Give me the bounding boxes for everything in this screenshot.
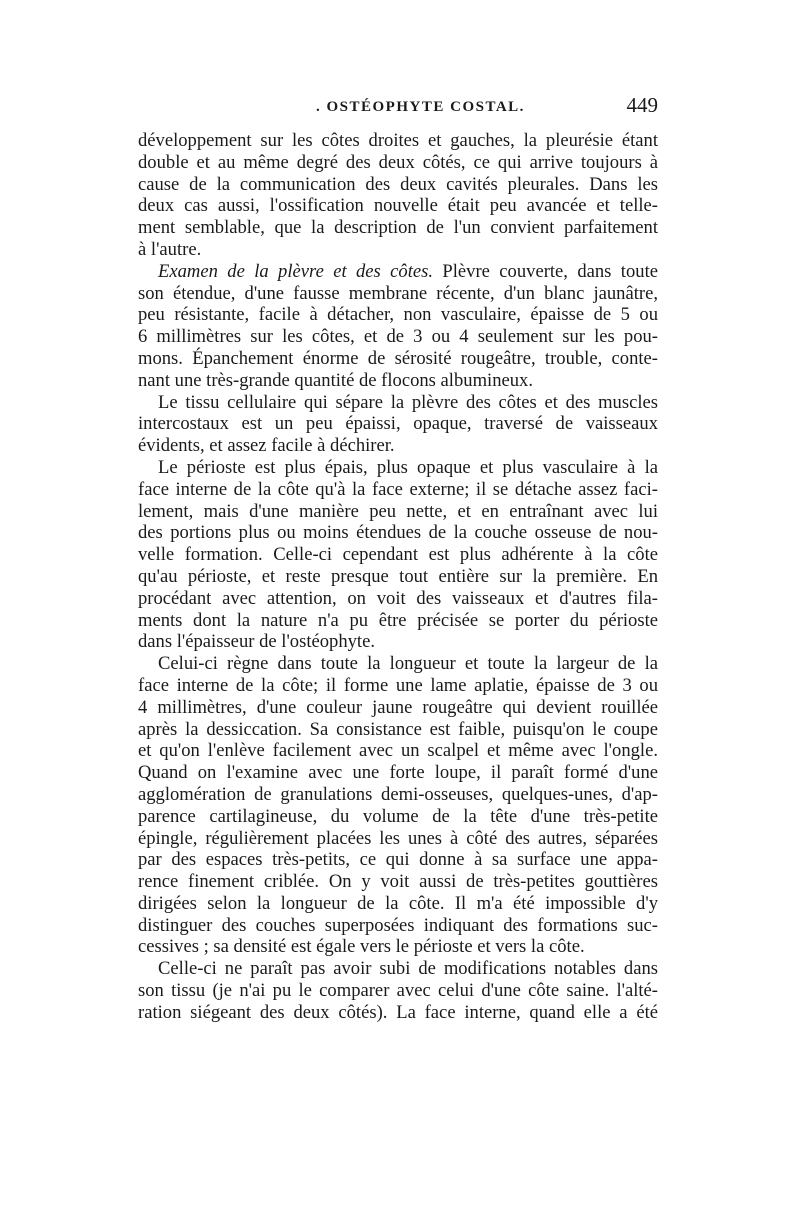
text-line: et qu'on l'enlève facilement avec un scalpel et même avec l'ongle. [138,740,658,762]
text-line: à l'autre. [138,238,202,260]
text-line: ration siégeant des deux côtés). La face interne, quand elle a été [138,1001,658,1023]
paragraph [138,457,658,653]
text-line: distinguer des couches superposées indiquant des formations suc- [138,914,658,936]
text-line: double et au même degré des deux côtés, ce qui arrive toujours à [138,151,658,173]
paragraph [138,261,658,392]
text-line: des portions plus ou moins étendues de la couche osseuse de nou- [138,522,658,544]
text-line: après la dessiccation. Sa consistance est faible, puisqu'on le coupe [138,718,658,740]
text-line: qu'au périoste, et reste presque tout entière sur la première. En [138,565,658,587]
text-line: son tissu (je n'ai pu le comparer avec celui d'une côte saine. l'alté- [138,980,658,1002]
text-line: parence cartilagineuse, du volume de la tête d'une très-petite [138,805,658,827]
text-line: Le tissu cellulaire qui sépare la plèvre des côtes et des muscles [158,391,658,413]
text-line: rence finement criblée. On y voit aussi de très-petites gouttières [138,871,658,893]
text-line: développement sur les côtes droites et gauches, la pleurésie étant [138,130,658,151]
text-line: Celle-ci ne paraît pas avoir subi de modifications notables dans [158,958,658,980]
text-line: lement, mais d'une manière peu nette, et en entraînant avec lui [138,500,658,522]
text-line: 4 millimètres, d'une couleur jaune rougeâtre qui devient rouillée [138,696,658,718]
text-line [138,261,658,283]
text-line: cessives ; sa densité est égale vers le périoste et vers la côte. [138,936,585,958]
paragraph [138,392,658,457]
text-line: Celui-ci règne dans toute la longueur et toute la largeur de la [158,653,658,675]
text-line: intercostaux est un peu épaissi, opaque, traversé de vaisseaux [138,413,658,435]
text-line: dans l'épaisseur de l'ostéophyte. [138,631,375,653]
text-line: ments dont la nature n'a pu être précisée se porter du périoste [138,609,658,631]
italic-lead: Examen de la plèvre et des côtes. [158,260,434,282]
paragraph [138,653,658,958]
running-title: . OSTÉOPHYTE COSTAL. [316,99,525,115]
text-line: Quand on l'examine avec une forte loupe, il paraît formé d'une [138,762,658,784]
text-line: cause de la communication des deux cavités pleurales. Dans les [138,173,658,195]
text-line: 6 millimètres sur les côtes, et de 3 ou 4 seulement sur les pou- [138,326,658,348]
text-line: par des espaces très-petits, ce qui donne à sa surface une appa- [138,849,658,871]
paragraph [138,130,658,261]
text-line: face interne de la côte qu'à la face externe; il se détache assez faci- [138,478,658,500]
text-line: mons. Épanchement énorme de sérosité rougeâtre, trouble, conte- [138,347,658,369]
text-line: Le périoste est plus épais, plus opaque et plus vasculaire à la [158,456,658,478]
text-line: procédant avec attention, on voit des vaisseaux et d'autres fila- [138,587,658,609]
text-line: ment semblable, que la description de l'un convient parfaitement [138,217,658,239]
text-line: épingle, régulièrement placées les unes à côté des autres, séparées [138,827,658,849]
text-line: velle formation. Celle-ci cependant est plus adhérente à la côte [138,544,658,566]
text-fragment: Plèvre couverte, dans toute [433,260,658,282]
text-line: nant une très-grande quantité de flocons albumineux. [138,369,533,391]
text-line: évidents, et assez facile à déchirer. [138,435,395,457]
body-text [138,130,658,1024]
text-line: agglomération de granulations demi-osseuses, quelques-unes, d'ap- [138,783,658,805]
text-line: peu résistante, facile à détacher, non vasculaire, épaisse de 5 ou [138,304,658,326]
text-line: dirigées selon la longueur de la côte. Il m'a été impossible d'y [138,892,658,914]
paragraph [138,958,658,1023]
page-number: 449 [626,93,658,117]
text-line: son étendue, d'une fausse membrane récente, d'un blanc jaunâtre, [138,282,658,304]
text-line: deux cas aussi, l'ossification nouvelle était peu avancée et telle- [138,195,658,217]
page-header [138,95,658,125]
text-line: face interne de la côte; il forme une lame aplatie, épaisse de 3 ou [138,674,658,696]
